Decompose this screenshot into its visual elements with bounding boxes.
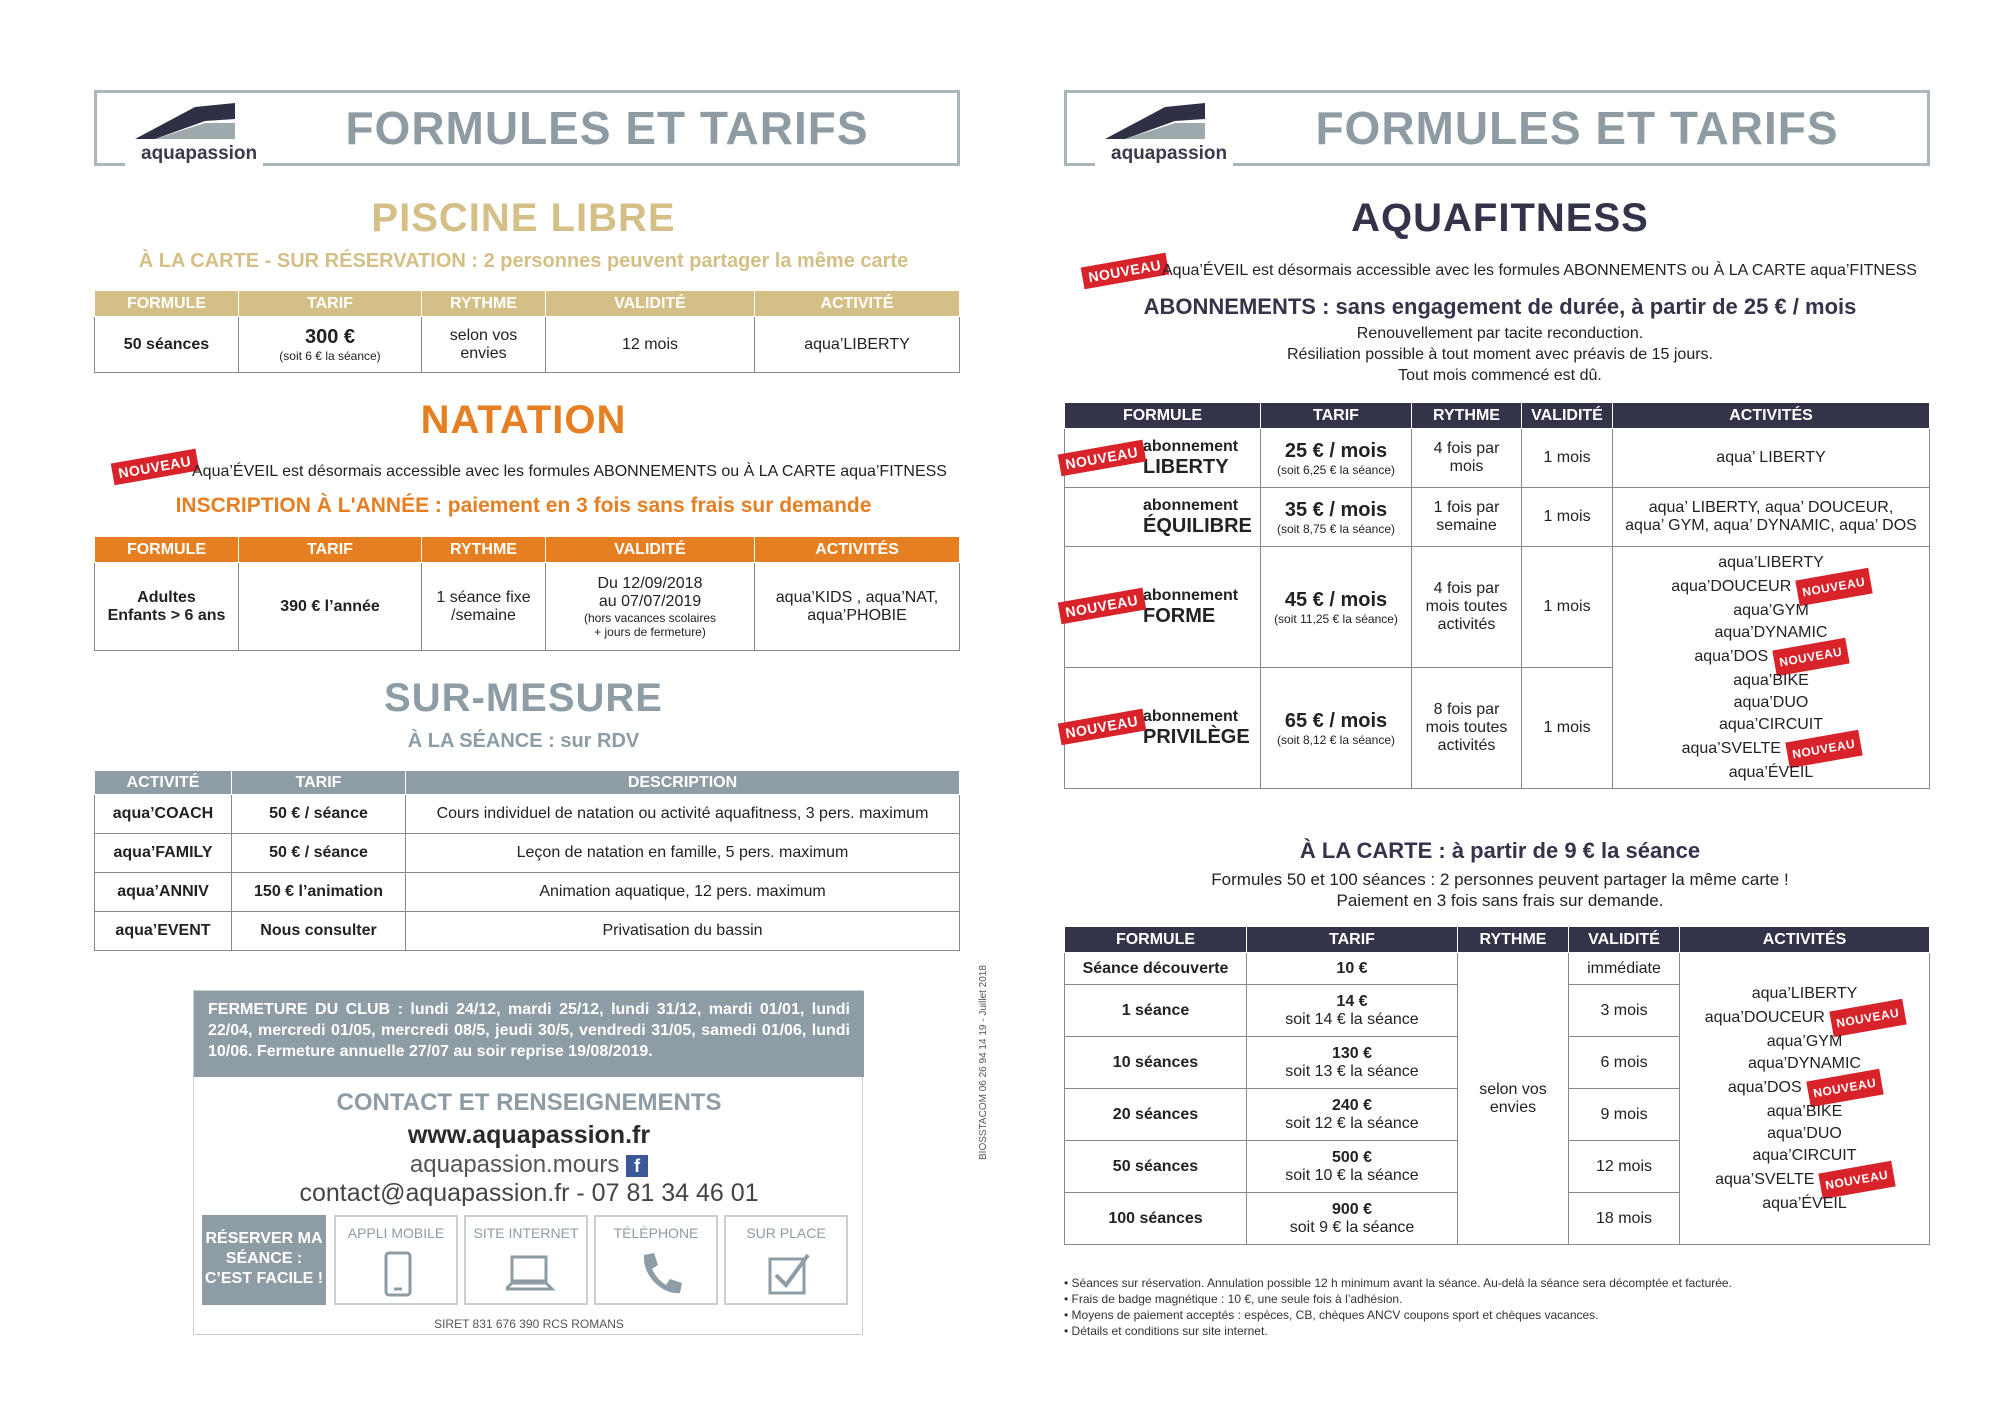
activity-item xyxy=(1680,1075,1929,1101)
abonnement-line: Tout mois commencé est dû. xyxy=(1398,367,1602,384)
cell-rythme: selon vos envies xyxy=(1458,953,1569,1245)
tarif-value: 14 € xyxy=(1336,992,1368,1010)
header xyxy=(1064,90,1930,166)
print-credit: BIOSSTACOM 06 26 94 14 19 - Juillet 2018 xyxy=(978,965,989,1160)
cell-rythme: 4 fois par mois xyxy=(1412,429,1522,488)
nouveau-badge: NOUVEAU xyxy=(1806,1068,1883,1106)
cell-validite: 1 mois xyxy=(1522,547,1613,668)
activity-label: aqua’DOS xyxy=(1694,647,1769,665)
footnote: • Frais de badge magnétique : 10 €, une seule fois à l’adhésion. xyxy=(1064,1292,1403,1306)
validite-line: Du 12/09/2018 xyxy=(597,574,703,592)
cell-formule xyxy=(1065,488,1261,547)
nouveau-badge: NOUVEAU xyxy=(1058,440,1146,477)
cell-formule: 10 séances xyxy=(1065,1037,1247,1089)
activity-label: aqua’DUO xyxy=(1767,1124,1842,1142)
activity-label: aqua’CIRCUIT xyxy=(1718,715,1824,733)
cell-description: Animation aquatique, 12 pers. maximum xyxy=(406,873,960,912)
activity-label: aqua’SVELTE xyxy=(1681,739,1781,757)
cell-tarif xyxy=(1247,1089,1458,1141)
formule-name: PRIVILÈGE xyxy=(1143,725,1250,748)
cell-validite: 12 mois xyxy=(1569,1141,1680,1193)
laptop-icon xyxy=(506,1249,556,1299)
formule-name: FORME xyxy=(1143,604,1216,627)
table-row xyxy=(95,834,960,873)
cell-tarif xyxy=(239,317,422,373)
nouveau-badge: NOUVEAU xyxy=(1796,567,1873,605)
cell-formule: Séance découverte xyxy=(1065,953,1247,985)
page-title: FORMULES ET TARIFS xyxy=(1315,102,1839,154)
cell-activite: aqua’COACH xyxy=(95,795,232,834)
table-natation xyxy=(94,536,960,651)
formule-name: ÉQUILIBRE xyxy=(1143,514,1252,537)
section-subtitle-abonnements: ABONNEMENTS : sans engagement de durée, à partir de 25 € / mois xyxy=(1143,294,1857,319)
cell-activity-list xyxy=(1613,547,1930,789)
table-header xyxy=(95,771,960,795)
cell-rythme: selon vos envies xyxy=(422,317,546,373)
activity-label: aqua’DOS xyxy=(1727,1078,1802,1096)
tarif-value: 130 € xyxy=(1331,1044,1373,1062)
validite-line: au 07/07/2019 xyxy=(598,592,702,610)
siret: SIRET 831 676 390 RCS ROMANS xyxy=(434,1317,624,1331)
section-title-natation: NATATION xyxy=(420,398,627,442)
col-rythme: RYTHME xyxy=(1458,927,1569,953)
table-row xyxy=(1065,953,1930,985)
tarif-value: 900 € xyxy=(1331,1200,1373,1218)
activity-label: aqua’GYM xyxy=(1766,1032,1843,1050)
activity-label: aqua’DOUCEUR xyxy=(1704,1008,1825,1026)
col-tarif: TARIF xyxy=(232,771,406,795)
table-row xyxy=(95,563,960,651)
footnote: • Séances sur réservation. Annulation possible 12 h minimum avant la séance. Au-delà la séance sera décomptée et facturée. xyxy=(1064,1276,1732,1290)
aquafitness-notice: Aqua’ÉVEIL est désormais accessible avec les formules ABONNEMENTS ou À LA CARTE aqua’FITNESS xyxy=(1162,262,1917,279)
cell-formule: 100 séances xyxy=(1065,1193,1247,1245)
col-activites: ACTIVITÉS xyxy=(1613,403,1930,429)
activity-label: aqua’DYNAMIC xyxy=(1748,1054,1861,1072)
activity-item xyxy=(1613,670,1929,692)
activity-item xyxy=(1680,1031,1929,1053)
activity-item xyxy=(1680,1145,1929,1167)
col-validite: VALIDITÉ xyxy=(1569,927,1680,953)
section-title-carte: À LA CARTE : à partir de 9 € la séance xyxy=(1299,838,1701,863)
cell-formule: 20 séances xyxy=(1065,1089,1247,1141)
formule-pre: abonnement xyxy=(1143,707,1239,725)
section-title-surmesure: SUR-MESURE xyxy=(384,676,663,720)
activity-item xyxy=(1613,714,1929,736)
activity-item xyxy=(1680,1193,1929,1215)
activites-line: aqua’ GYM, aqua’ DYNAMIC, aqua’ DOS xyxy=(1625,517,1917,534)
closure-notice: FERMETURE DU CLUB : lundi 24/12, mardi 25/12, lundi 31/12, mardi 01/01, lundi 22/04, mercredi 01/05, mercredi 08/5, jeudi 30/5, vendredi 31/05, samedi 01/06, lundi 10/06. Fermeture annuelle 27/07 au soir reprise 19/08/2019. xyxy=(194,991,864,1077)
cell-validite: immédiate xyxy=(1569,953,1680,985)
tarif-value: 240 € xyxy=(1331,1096,1373,1114)
activity-label: aqua’LIBERTY xyxy=(1751,984,1858,1002)
tarif-note: (soit 11,25 € la séance) xyxy=(1274,611,1398,626)
cell-description: Cours individuel de natation ou activité aquafitness, 3 pers. maximum xyxy=(406,795,960,834)
table-header xyxy=(95,291,960,317)
cell-activite: aqua’ANNIV xyxy=(95,873,232,912)
activity-item xyxy=(1680,1123,1929,1145)
col-tarif: TARIF xyxy=(1261,403,1412,429)
tarif-sub: soit 14 € la séance xyxy=(1285,1010,1419,1028)
cell-validite: 3 mois xyxy=(1569,985,1680,1037)
tarif-value: 65 € / mois xyxy=(1284,709,1388,732)
activity-label: aqua’DOUCEUR xyxy=(1671,577,1792,595)
nouveau-badge: NOUVEAU xyxy=(112,456,198,478)
validite-note: + jours de fermeture) xyxy=(594,624,706,639)
cell-rythme: 1 séance fixe /semaine xyxy=(422,563,546,651)
tarif-value: 45 € / mois xyxy=(1284,588,1388,611)
cell-activites: aqua’ LIBERTY xyxy=(1613,429,1930,488)
cell-tarif: 150 € l’animation xyxy=(232,873,406,912)
nouveau-badge: NOUVEAU xyxy=(1772,637,1849,675)
col-formule: FORMULE xyxy=(1065,403,1261,429)
activity-item xyxy=(1680,1101,1929,1123)
tarif-sub: soit 12 € la séance xyxy=(1285,1114,1419,1132)
cell-tarif: 10 € xyxy=(1247,953,1458,985)
logo xyxy=(125,95,263,169)
option-app[interactable] xyxy=(334,1215,458,1305)
footnotes xyxy=(1064,1275,1732,1339)
cell-tarif xyxy=(1247,1141,1458,1193)
cell-description: Privatisation du bassin xyxy=(406,912,960,951)
right-page xyxy=(1000,0,2000,1414)
tarif-value: 35 € / mois xyxy=(1284,498,1388,521)
activity-item xyxy=(1680,1053,1929,1075)
col-activite: ACTIVITÉ xyxy=(95,771,232,795)
cell-validite: 12 mois xyxy=(546,317,755,373)
footnote: • Détails et conditions sur site internet. xyxy=(1064,1324,1268,1338)
table-row xyxy=(95,912,960,951)
section-title-aquafitness: AQUAFITNESS xyxy=(1351,196,1649,240)
cell-activite: aqua’EVENT xyxy=(95,912,232,951)
logo-text: aquapassion xyxy=(1111,143,1228,164)
footnote: • Moyens de paiement acceptés : espèces, CB, chèques ANCV coupons sport et chèques vacances. xyxy=(1064,1308,1599,1322)
cell-formule xyxy=(95,563,239,651)
activity-item xyxy=(1680,1167,1929,1193)
header xyxy=(94,90,960,166)
cell-validite: 9 mois xyxy=(1569,1089,1680,1141)
option-onsite[interactable] xyxy=(724,1215,848,1305)
tarif-value: 500 € xyxy=(1331,1148,1373,1166)
section-subtitle-surmesure: À LA SÉANCE : sur RDV xyxy=(407,730,640,752)
table-header xyxy=(1065,927,1930,953)
cell-validite: 1 mois xyxy=(1522,429,1613,488)
table-piscine xyxy=(94,290,960,373)
cell-tarif: 50 € / séance xyxy=(232,834,406,873)
formule-name: LIBERTY xyxy=(1143,455,1229,478)
activity-label: aqua’DUO xyxy=(1733,693,1809,711)
cell-rythme: 1 fois par semaine xyxy=(1412,488,1522,547)
cell-validite xyxy=(546,563,755,651)
table-row xyxy=(95,795,960,834)
phone-icon xyxy=(636,1249,686,1299)
nouveau-badge: NOUVEAU xyxy=(1058,709,1146,746)
activity-item xyxy=(1613,692,1929,714)
col-rythme: RYTHME xyxy=(422,291,546,317)
activity-item xyxy=(1613,600,1929,622)
activity-list xyxy=(1680,983,1929,1215)
cell-formule xyxy=(1065,429,1261,488)
nouveau-badge: NOUVEAU xyxy=(1058,588,1146,625)
col-tarif: TARIF xyxy=(239,291,422,317)
option-label: TÉLÉPHONE xyxy=(613,1225,699,1241)
activity-list xyxy=(1613,552,1929,784)
cell-formule: 50 séances xyxy=(1065,1141,1247,1193)
website-link[interactable]: www.aquapassion.fr xyxy=(407,1121,651,1149)
abonnement-line: Renouvellement par tacite reconduction. xyxy=(1356,325,1644,342)
natation-notice: Aqua’ÉVEIL est désormais accessible avec les formules ABONNEMENTS ou À LA CARTE aqua’FITNESS xyxy=(192,463,947,480)
cell-tarif: 50 € / séance xyxy=(232,795,406,834)
tarif-note: (soit 6 € la séance) xyxy=(279,349,381,363)
cell-validite: 6 mois xyxy=(1569,1037,1680,1089)
table-header xyxy=(1065,403,1930,429)
cell-validite: 18 mois xyxy=(1569,1193,1680,1245)
table-header xyxy=(95,537,960,563)
activity-item xyxy=(1613,644,1929,670)
nouveau-badge: NOUVEAU xyxy=(1819,1160,1896,1198)
activites-line: aqua’ LIBERTY, aqua’ DOUCEUR, xyxy=(1648,499,1894,516)
table-row xyxy=(1065,488,1930,547)
cell-activites xyxy=(1613,488,1930,547)
col-rythme: RYTHME xyxy=(422,537,546,563)
cell-formule: 50 séances xyxy=(95,317,239,373)
cell-rythme: 4 fois par mois toutes activités xyxy=(1412,547,1522,668)
col-validite: VALIDITÉ xyxy=(1522,403,1613,429)
activity-item xyxy=(1613,762,1929,784)
cell-rythme: 8 fois par mois toutes activités xyxy=(1412,668,1522,789)
section-subtitle-natation: INSCRIPTION À L'ANNÉE : paiement en 3 fois sans frais sur demande xyxy=(175,494,872,517)
booking-row xyxy=(202,1215,852,1307)
col-tarif: TARIF xyxy=(239,537,422,563)
table-row xyxy=(1065,547,1930,668)
formule-line: Adultes xyxy=(137,588,196,606)
abonnement-line: Résiliation possible à tout moment avec préavis de 15 jours. xyxy=(1287,346,1713,363)
col-formule: FORMULE xyxy=(95,291,239,317)
option-label: SITE INTERNET xyxy=(473,1225,579,1241)
col-formule: FORMULE xyxy=(95,537,239,563)
activity-label: aqua’LIBERTY xyxy=(1718,553,1824,571)
option-label: SUR PLACE xyxy=(746,1225,826,1241)
cell-validite: 1 mois xyxy=(1522,668,1613,789)
activity-label: aqua’DYNAMIC xyxy=(1714,623,1828,641)
tarif-note: (soit 8,12 € la séance) xyxy=(1276,732,1396,747)
section-subtitle-piscine: À LA CARTE - SUR RÉSERVATION : 2 personnes peuvent partager la même carte xyxy=(138,250,909,272)
activity-label: aqua’CIRCUIT xyxy=(1752,1146,1857,1164)
booking-label: RÉSERVER MA SÉANCE : C’EST FACILE ! xyxy=(202,1215,326,1305)
cell-activite: aqua’FAMILY xyxy=(95,834,232,873)
col-tarif: TARIF xyxy=(1247,927,1458,953)
activites-line: aqua’PHOBIE xyxy=(807,606,907,624)
activity-item xyxy=(1613,574,1929,600)
col-validite: VALIDITÉ xyxy=(546,537,755,563)
facebook-line[interactable] xyxy=(194,1151,864,1179)
cell-tarif xyxy=(1261,488,1412,547)
activity-label: aqua’BIKE xyxy=(1766,1102,1843,1120)
facebook-icon: f xyxy=(626,1155,648,1177)
col-formule: FORMULE xyxy=(1065,927,1247,953)
logo xyxy=(1095,95,1233,169)
cell-activite: aqua’LIBERTY xyxy=(755,317,960,373)
smartphone-icon xyxy=(376,1249,420,1299)
contact-email-phone[interactable]: contact@aquapassion.fr - 07 81 34 46 01 xyxy=(299,1179,759,1207)
validite-note: (hors vacances scolaires xyxy=(583,610,717,625)
cell-tarif: 390 € l’année xyxy=(239,563,422,651)
cell-tarif xyxy=(1261,668,1412,789)
col-activites: ACTIVITÉS xyxy=(755,537,960,563)
table-row xyxy=(1065,429,1930,488)
carte-line: Paiement en 3 fois sans frais sur demande. xyxy=(1336,891,1664,910)
table-abonnements xyxy=(1064,402,1930,789)
cell-description: Leçon de natation en famille, 5 pers. maximum xyxy=(406,834,960,873)
tarif-value: 25 € / mois xyxy=(1284,439,1388,462)
carte-line: Formules 50 et 100 séances : 2 personnes peuvent partager la même carte ! xyxy=(1211,870,1789,889)
col-rythme: RYTHME xyxy=(1412,403,1522,429)
tarif-sub: soit 9 € la séance xyxy=(1289,1218,1415,1236)
formule-pre: abonnement xyxy=(1143,586,1239,604)
activity-label: aqua’ÉVEIL xyxy=(1728,763,1814,781)
option-phone[interactable] xyxy=(594,1215,718,1305)
tarif-note: (soit 8,75 € la séance) xyxy=(1276,521,1396,536)
tarif-note: (soit 6,25 € la séance) xyxy=(1276,462,1396,477)
info-box xyxy=(193,990,863,1335)
formule-pre: abonnement xyxy=(1143,437,1239,455)
table-carte xyxy=(1064,926,1930,1245)
col-activites: ACTIVITÉS xyxy=(1680,927,1930,953)
cell-tarif xyxy=(1247,1193,1458,1245)
col-activite: ACTIVITÉ xyxy=(755,291,960,317)
cell-formule: 1 séance xyxy=(1065,985,1247,1037)
contact-title: CONTACT ET RENSEIGNEMENTS xyxy=(336,1089,722,1116)
activity-item xyxy=(1613,622,1929,644)
cell-tarif xyxy=(1247,985,1458,1037)
col-validite: VALIDITÉ xyxy=(546,291,755,317)
col-description: DESCRIPTION xyxy=(406,771,960,795)
cell-formule xyxy=(1065,547,1261,668)
cell-validite: 1 mois xyxy=(1522,488,1613,547)
logo-text: aquapassion xyxy=(141,143,258,164)
page-title: FORMULES ET TARIFS xyxy=(345,102,869,154)
option-label: APPLI MOBILE xyxy=(347,1225,445,1241)
activites-line: aqua’KIDS , aqua’NAT, xyxy=(775,588,939,606)
cell-tarif xyxy=(1247,1037,1458,1089)
formule-line: Enfants > 6 ans xyxy=(107,606,226,624)
nouveau-badge: NOUVEAU xyxy=(1082,260,1168,282)
nouveau-badge: NOUVEAU xyxy=(1785,729,1862,767)
table-row xyxy=(95,873,960,912)
tarif-value: 300 € xyxy=(304,326,356,348)
table-surmesure xyxy=(94,770,960,951)
cell-formule xyxy=(1065,668,1261,789)
cell-tarif xyxy=(1261,547,1412,668)
cell-tarif xyxy=(1261,429,1412,488)
activity-label: aqua’BIKE xyxy=(1733,671,1809,689)
cell-activity-list xyxy=(1680,953,1930,1245)
activity-label: aqua’SVELTE xyxy=(1715,1170,1815,1188)
activity-label: aqua’ÉVEIL xyxy=(1762,1194,1847,1212)
formule-pre: abonnement xyxy=(1143,496,1239,514)
activity-item xyxy=(1613,736,1929,762)
section-title-piscine: PISCINE LIBRE xyxy=(371,196,676,240)
cell-activites xyxy=(755,563,960,651)
checkbox-icon xyxy=(766,1249,816,1299)
cell-tarif: Nous consulter xyxy=(232,912,406,951)
tarif-sub: soit 13 € la séance xyxy=(1285,1062,1419,1080)
facebook-name: aquapassion.mours xyxy=(409,1151,620,1178)
nouveau-badge: NOUVEAU xyxy=(1829,998,1906,1036)
option-website[interactable] xyxy=(464,1215,588,1305)
activity-label: aqua’GYM xyxy=(1733,601,1809,619)
activity-item xyxy=(1613,552,1929,574)
table-row xyxy=(95,317,960,373)
tarif-sub: soit 10 € la séance xyxy=(1285,1166,1419,1184)
activity-item xyxy=(1680,1005,1929,1031)
